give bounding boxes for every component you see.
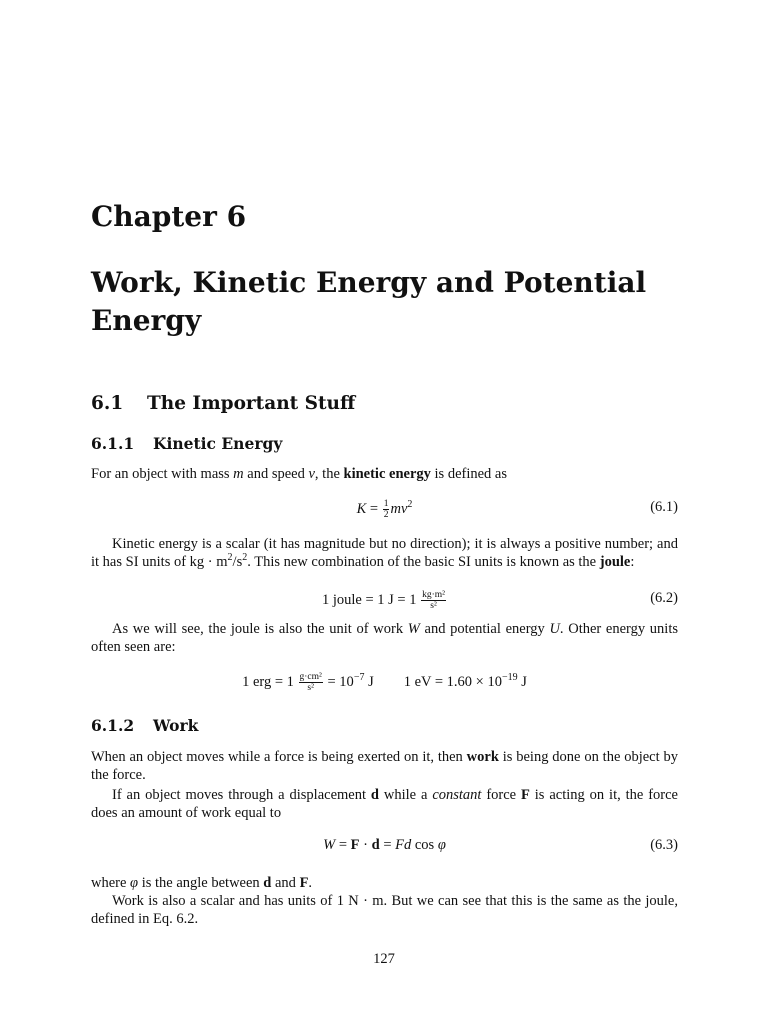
subsection-heading-kinetic-energy	[91, 434, 282, 453]
paragraph-ke-intro: For an object with mass m and speed v, the kinetic energy is defined as	[91, 466, 508, 482]
fraction: $\frac{\text{g·cm²}}{\text{s²}}$	[299, 672, 322, 693]
paragraph-energy-units: As we will see, the joule is also the unit of work W and potential energy U. Other energy units often seen are:	[91, 621, 678, 655]
equation-6-3: W = F · d = Fd cos φ (6.3)	[323, 837, 678, 853]
page-number: 127	[373, 951, 395, 967]
paragraph-work-definition: If an object moves through a displacement d while a constant force F is acting on it, the force does an amount of work equal to	[91, 787, 678, 821]
paragraph-work-units: Work is also a scalar and has units of 1 N · m. But we can see that this is the same as the joule, defined in Eq. 6.2.	[91, 893, 678, 927]
section-title: The Important Stuff	[147, 393, 356, 414]
paragraph-work-intro: When an object moves while a force is being exerted on it, then work is being done on the object by the force.	[91, 749, 678, 783]
chapter-label: Chapter 6	[91, 200, 247, 233]
chapter-title: Work, Kinetic Energy and Potential Energy	[91, 266, 647, 337]
fraction: $\frac{1}{2}$	[383, 499, 389, 520]
subsection-title: Work	[153, 716, 199, 735]
subsection-number: 6.1.1	[91, 434, 135, 453]
section-heading	[91, 393, 355, 414]
paragraph-angle-phi: where φ is the angle between d and F.	[91, 875, 313, 891]
paragraph-ke-scalar: Kinetic energy is a scalar (it has magnitude but no direction); it is always a positive number; and it has SI units of kg · $m^2/s^2$. This new combination of the basic SI units is known as the joule:	[91, 536, 678, 570]
equation-erg-ev: 1 erg = 1 $\frac{\text{g·cm²}}{\text{s²}}$ = $10^{-7}$ J 1 eV = $1.60 \times 10^{-19}$ J	[242, 671, 527, 693]
subsection-heading-work	[91, 716, 198, 735]
subsection-title: Kinetic Energy	[153, 434, 283, 453]
equation-number: (6.3)	[650, 837, 678, 853]
equation-6-1: K = $\frac{1}{2}$ $mv^2$ (6.1)	[356, 498, 678, 520]
equation-number: (6.2)	[650, 590, 678, 606]
equation-number: (6.1)	[650, 499, 678, 515]
section-number: 6.1	[91, 393, 124, 414]
equation-6-2: 1 joule = 1 J = 1 $\frac{\text{kg·m²}}{\text{s²}}$ (6.2)	[321, 590, 678, 611]
subsection-number: 6.1.2	[91, 716, 135, 735]
fraction: $\frac{\text{kg·m²}}{\text{s²}}$	[422, 590, 446, 611]
